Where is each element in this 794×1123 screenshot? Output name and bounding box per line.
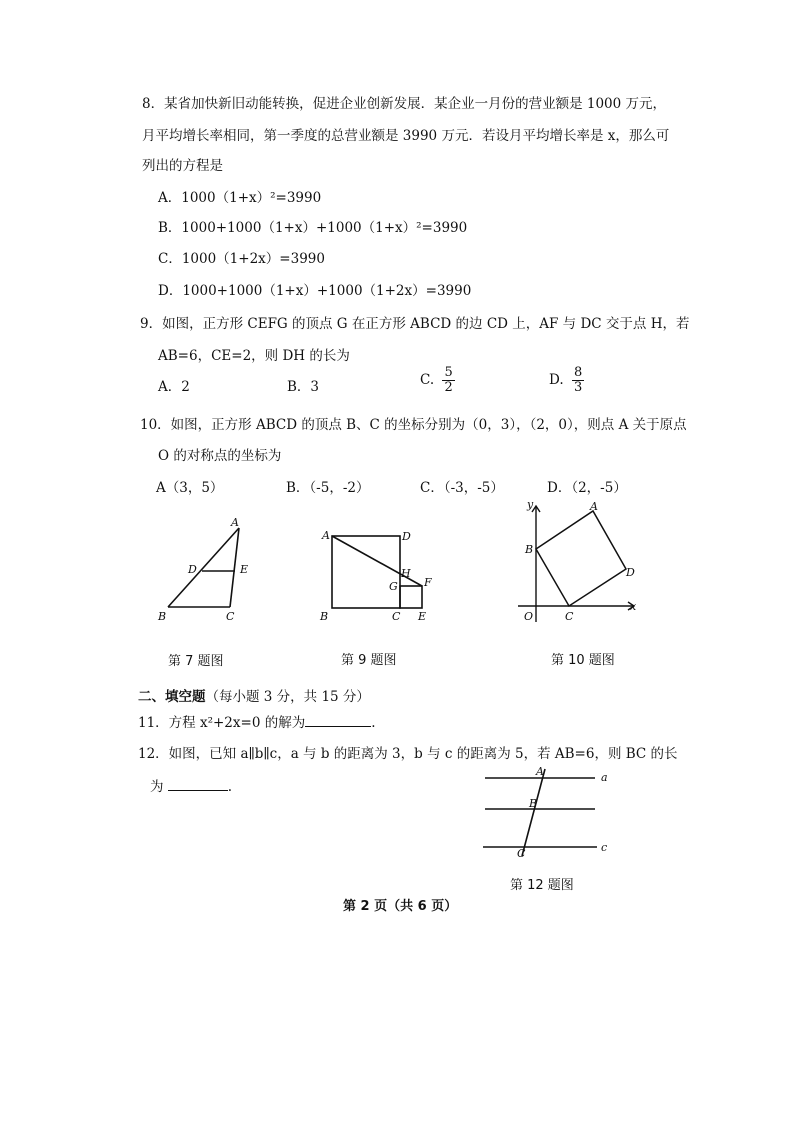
q9-line1: 9．如图，正方形 CEFG 的顶点 G 在正方形 ABCD 的边 CD 上，AF 与 DC 交于点 H，若 bbox=[140, 316, 690, 332]
q8-option-b: B．1000+1000（1+x）+1000（1+x）²=3990 bbox=[158, 220, 468, 236]
fig10-label-y: y bbox=[527, 498, 534, 511]
q11-line bbox=[138, 711, 376, 731]
q10-option-a: A（3，5） bbox=[156, 480, 224, 496]
fig10-square-abcd bbox=[536, 511, 626, 606]
q11-prefix: 11．方程 x²+2x=0 的解为 bbox=[138, 715, 306, 731]
fig7-label-d: D bbox=[188, 563, 197, 576]
fig7-label-a: A bbox=[231, 516, 239, 529]
q11-suffix: . bbox=[371, 715, 376, 731]
q8-line1: 8．某省加快新旧动能转换，促进企业创新发展．某企业一月份的营业额是 1000 万元， bbox=[142, 96, 667, 112]
q9-option-b: B．3 bbox=[287, 379, 320, 395]
section2-title: 二、填空题 bbox=[138, 689, 206, 705]
fig9-label-a: A bbox=[322, 529, 330, 542]
figure-12 bbox=[475, 764, 620, 864]
q8-option-a: A．1000（1+x）²=3990 bbox=[158, 190, 322, 206]
fig9-label-h: H bbox=[401, 567, 411, 580]
q10-option-d: D．（2，-5） bbox=[547, 480, 627, 496]
fig10-label-d: D bbox=[626, 566, 635, 579]
q8-line2: 月平均增长率相同，第一季度的总营业额是 3990 万元．若设月平均增长率是 x，那么可 bbox=[142, 128, 670, 144]
q9-option-c-fraction bbox=[442, 366, 454, 395]
fig12-caption: 第 12 题图 bbox=[510, 878, 574, 893]
q12-line1: 12．如图，已知 a∥b∥c，a 与 b 的距离为 3，b 与 c 的距离为 5，若 AB=6，则 BC 的长 bbox=[138, 746, 678, 762]
fig12-label-b-point: B bbox=[529, 797, 538, 810]
fig9-label-e: E bbox=[418, 610, 427, 623]
fig12-label-a-point: A bbox=[536, 765, 544, 778]
fig10-label-x: x bbox=[630, 600, 637, 613]
q12-answer-blank[interactable] bbox=[168, 776, 228, 791]
q8-option-c: C．1000（1+2x）=3990 bbox=[158, 251, 325, 267]
fig7-line-ac bbox=[230, 528, 239, 607]
q12-line2-suffix: . bbox=[227, 779, 233, 795]
fig12-label-c-point: C bbox=[517, 847, 526, 860]
fig9-square-cefg bbox=[400, 586, 422, 608]
figure-10 bbox=[510, 498, 645, 628]
fig9-square-abcd bbox=[332, 536, 400, 608]
fig9-caption: 第 9 题图 bbox=[341, 653, 397, 668]
q10-option-b: B．（-5，-2） bbox=[286, 480, 370, 496]
q8-option-d: D．1000+1000（1+x）+1000（1+2x）=3990 bbox=[158, 283, 472, 299]
fig10-label-c: C bbox=[565, 610, 574, 623]
fig7-label-c: C bbox=[226, 610, 235, 623]
q9-option-d-fraction bbox=[572, 366, 584, 395]
q9-option-c bbox=[420, 366, 455, 395]
q9-option-d bbox=[549, 366, 584, 395]
fig7-label-b: B bbox=[158, 610, 167, 623]
q9-line2: AB=6，CE=2，则 DH 的长为 bbox=[158, 348, 350, 364]
fig9-label-g: G bbox=[389, 580, 398, 593]
fig7-caption: 第 7 题图 bbox=[168, 654, 224, 669]
fig10-label-a: A bbox=[590, 500, 598, 513]
fig9-label-d: D bbox=[402, 530, 411, 543]
fig12-label-line-c: c bbox=[601, 841, 608, 854]
q9-option-d-label: D. bbox=[549, 372, 564, 388]
section2-note: （每小题 3 分，共 15 分） bbox=[205, 689, 370, 705]
fig9-label-f: F bbox=[424, 576, 432, 589]
section2-heading bbox=[138, 685, 370, 705]
q9-option-d-denominator: 3 bbox=[573, 380, 583, 395]
fig9-label-c: C bbox=[392, 610, 401, 623]
q10-option-c: C．（-3，-5） bbox=[420, 480, 504, 496]
q9-option-a: A．2 bbox=[158, 379, 190, 395]
q10-line1: 10．如图，正方形 ABCD 的顶点 B、C 的坐标分别为（0，3），（2，0），则点 A 关于原点 bbox=[140, 417, 687, 433]
q10-line2: O 的对称点的坐标为 bbox=[158, 448, 282, 464]
figure-9 bbox=[312, 522, 440, 630]
q9-option-d-numerator: 8 bbox=[573, 365, 583, 380]
figure-7 bbox=[150, 510, 270, 630]
q12-line2-prefix: 为 bbox=[150, 779, 164, 795]
fig10-label-b: B bbox=[525, 543, 534, 556]
q9-option-c-numerator: 5 bbox=[444, 365, 453, 380]
fig9-label-b: B bbox=[320, 610, 329, 623]
fig10-label-o: O bbox=[524, 610, 534, 623]
fig7-line-ba bbox=[168, 528, 239, 607]
q12-line2 bbox=[150, 775, 232, 795]
fig12-transversal bbox=[522, 769, 545, 856]
fig12-label-line-a: a bbox=[601, 771, 608, 784]
q8-line3: 列出的方程是 bbox=[142, 158, 223, 174]
q9-option-c-denominator: 2 bbox=[444, 380, 453, 395]
q11-answer-blank[interactable] bbox=[305, 712, 371, 727]
fig10-caption: 第 10 题图 bbox=[551, 653, 615, 668]
fig7-label-e: E bbox=[240, 563, 249, 576]
page-footer: 第 2 页（共 6 页） bbox=[343, 899, 458, 914]
q9-option-c-label: C. bbox=[420, 372, 435, 388]
